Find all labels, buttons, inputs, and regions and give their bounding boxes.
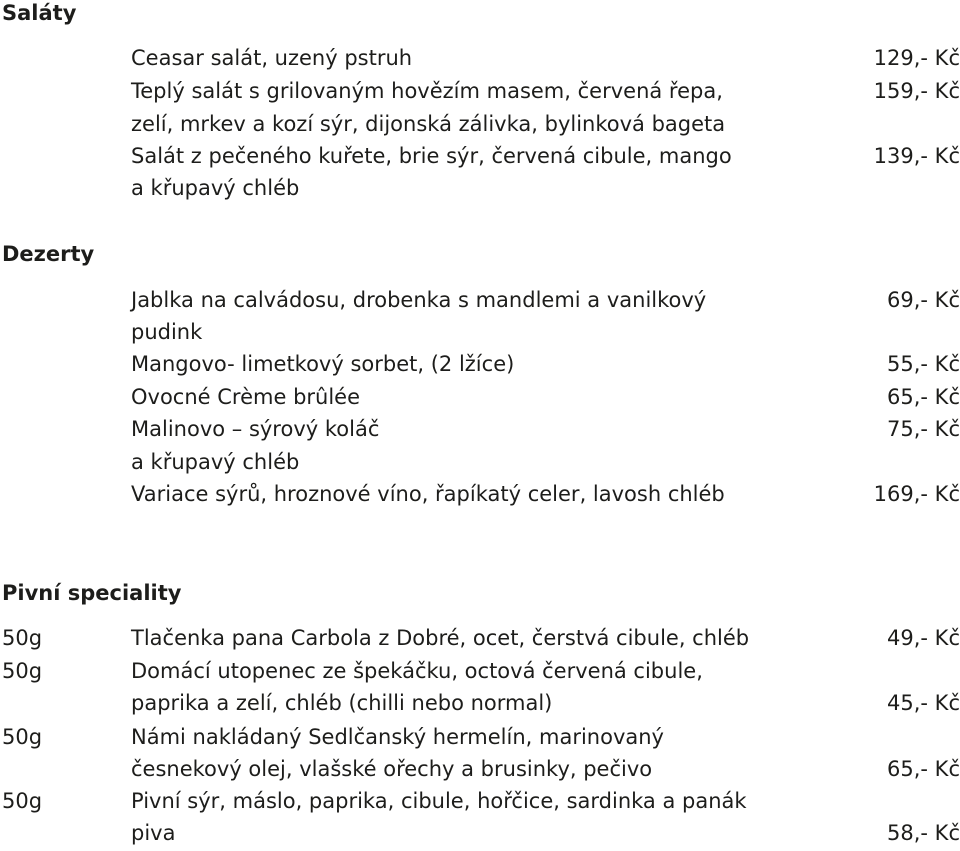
menu-item-price: 169,- Kč [873, 482, 960, 506]
menu-item-description: piva [131, 821, 176, 845]
menu-item-weight: 50g [2, 789, 43, 813]
menu-item-price: 139,- Kč [873, 144, 960, 168]
menu-item-description: Mangovo- limetkový sorbet, (2 lžíce) [131, 352, 515, 376]
menu-item-price: 129,- Kč [873, 46, 960, 70]
menu-item-description: Ceasar salát, uzený pstruh [131, 46, 413, 70]
menu-item-description: Ovocné Crème brûlée [131, 385, 361, 409]
menu-item-weight: 50g [2, 626, 43, 650]
menu-item-description: a křupavý chléb [131, 176, 300, 200]
menu-item-price: 49,- Kč [887, 626, 960, 650]
menu-item-description: Námi nakládaný Sedlčanský hermelín, marinovaný [131, 725, 664, 749]
menu-item-price: 58,- Kč [887, 821, 960, 845]
menu-item-price: 45,- Kč [887, 691, 960, 715]
section-heading-pivni-speciality: Pivní speciality [2, 581, 182, 605]
menu-item-description: Pivní sýr, máslo, paprika, cibule, hořčice, sardinka a panák [131, 789, 747, 813]
menu-item-weight: 50g [2, 725, 43, 749]
menu-item-description: paprika a zelí, chléb (chilli nebo normal) [131, 691, 553, 715]
menu-item-description: a křupavý chléb [131, 450, 300, 474]
menu-item-description: Domácí utopenec ze špekáčku, octová červená cibule, [131, 659, 703, 683]
menu-item-description: Tlačenka pana Carbola z Dobré, ocet, čerstvá cibule, chléb [131, 626, 750, 650]
menu-item-description: Jablka na calvádosu, drobenka s mandlemi a vanilkový [131, 288, 707, 312]
section-heading-dezerty: Dezerty [2, 242, 95, 266]
section-heading-salaty: Saláty [2, 1, 77, 25]
menu-item-description: Malinovo – sýrový koláč [131, 417, 380, 441]
menu-item-price: 75,- Kč [887, 417, 960, 441]
menu-item-price: 55,- Kč [887, 352, 960, 376]
menu-item-description: Variace sýrů, hroznové víno, řapíkatý celer, lavosh chléb [131, 482, 725, 506]
menu-item-description: česnekový olej, vlašské ořechy a brusinky, pečivo [131, 757, 653, 781]
menu-item-price: 69,- Kč [887, 288, 960, 312]
menu-item-price: 65,- Kč [887, 385, 960, 409]
menu-item-description: Salát z pečeného kuřete, brie sýr, červená cibule, mango [131, 144, 732, 168]
menu-item-description: Teplý salát s grilovaným hovězím masem, červená řepa, [131, 79, 723, 103]
menu-item-description: pudink [131, 320, 203, 344]
menu-item-weight: 50g [2, 659, 43, 683]
menu-item-price: 65,- Kč [887, 757, 960, 781]
menu-item-description: zelí, mrkev a kozí sýr, dijonská zálivka, bylinková bageta [131, 112, 726, 136]
menu-item-price: 159,- Kč [873, 79, 960, 103]
